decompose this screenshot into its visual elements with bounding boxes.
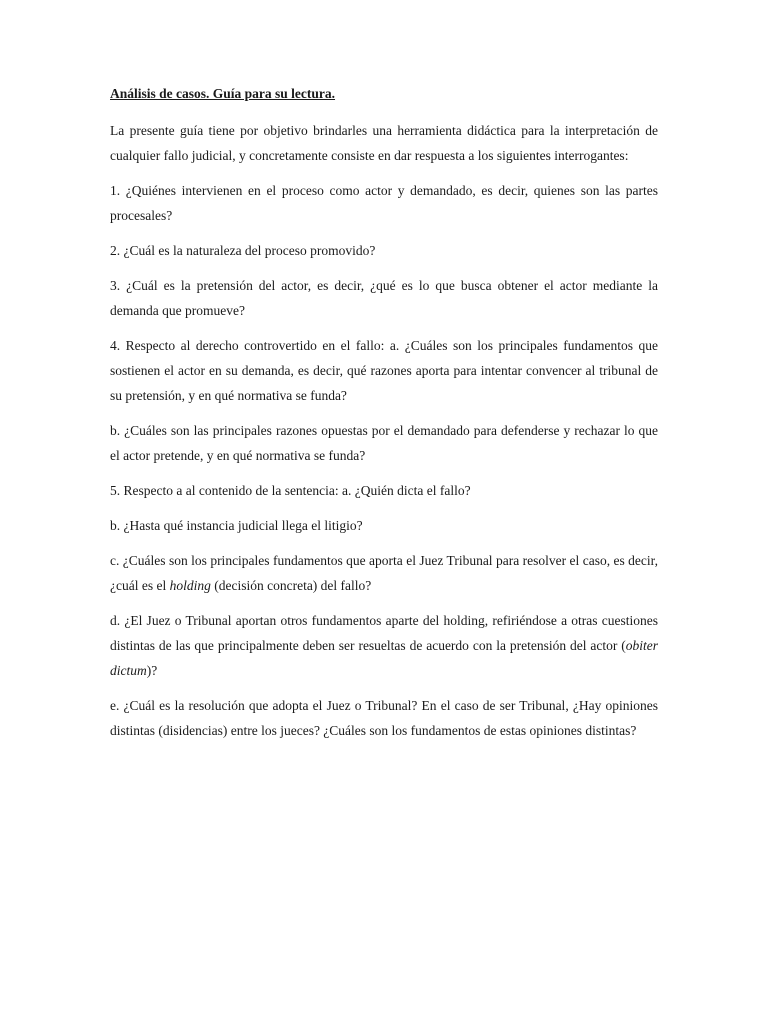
document-title: Análisis de casos. Guía para su lectura. <box>110 86 336 101</box>
question-4a: 4. Respecto al derecho controvertido en el fallo: a. ¿Cuáles son los principales fundamentos que sostienen el actor en su demanda, es decir, qué razones aporta para intentar convencer al tribunal de su pretensión, y en qué normativa se funda? <box>110 338 658 403</box>
question-3: 3. ¿Cuál es la pretensión del actor, es decir, ¿qué es lo que busca obtener el actor mediante la demanda que promueve? <box>110 278 658 318</box>
question-1: 1. ¿Quiénes intervienen en el proceso como actor y demandado, es decir, quienes son las partes procesales? <box>110 183 658 223</box>
question-5d-text-start: d. ¿El Juez o Tribunal aportan otros fundamentos aparte del holding, refiriéndose a otras cuestiones distintas de las que principalmente deben ser resueltas de acuerdo con la pretensión del actor ( <box>110 613 658 653</box>
question-4b: b. ¿Cuáles son las principales razones opuestas por el demandado para defenderse y rechazar lo que el actor pretende, y en qué normativa se funda? <box>110 423 658 463</box>
question-5c-emphasis: holding <box>169 578 211 593</box>
document-page <box>110 84 658 753</box>
question-5c-text-start: c. ¿Cuáles son los principales fundamentos que aporta el Juez Tribunal para resolver el caso, es decir, ¿cuál es el <box>110 553 658 593</box>
question-5d-text-end: )? <box>146 663 158 678</box>
question-5e: e. ¿Cuál es la resolución que adopta el Juez o Tribunal? En el caso de ser Tribunal, ¿Hay opiniones distintas (disidencias) entre los jueces? ¿Cuáles son los fundamentos de estas opiniones distintas? <box>110 698 658 738</box>
question-5d-emphasis: obiter dictum <box>110 638 658 678</box>
question-5b: b. ¿Hasta qué instancia judicial llega el litigio? <box>110 518 363 533</box>
question-2: 2. ¿Cuál es la naturaleza del proceso promovido? <box>110 243 376 258</box>
question-5a: 5. Respecto a al contenido de la sentencia: a. ¿Quién dicta el fallo? <box>110 483 471 498</box>
question-5c <box>110 548 658 598</box>
question-5c-text-end: (decisión concreta) del fallo? <box>210 578 372 593</box>
intro-paragraph: La presente guía tiene por objetivo brindarles una herramienta didáctica para la interpretación de cualquier fallo judicial, y concretamente consiste en dar respuesta a los siguientes interrogantes: <box>110 123 658 163</box>
question-5d <box>110 608 658 683</box>
